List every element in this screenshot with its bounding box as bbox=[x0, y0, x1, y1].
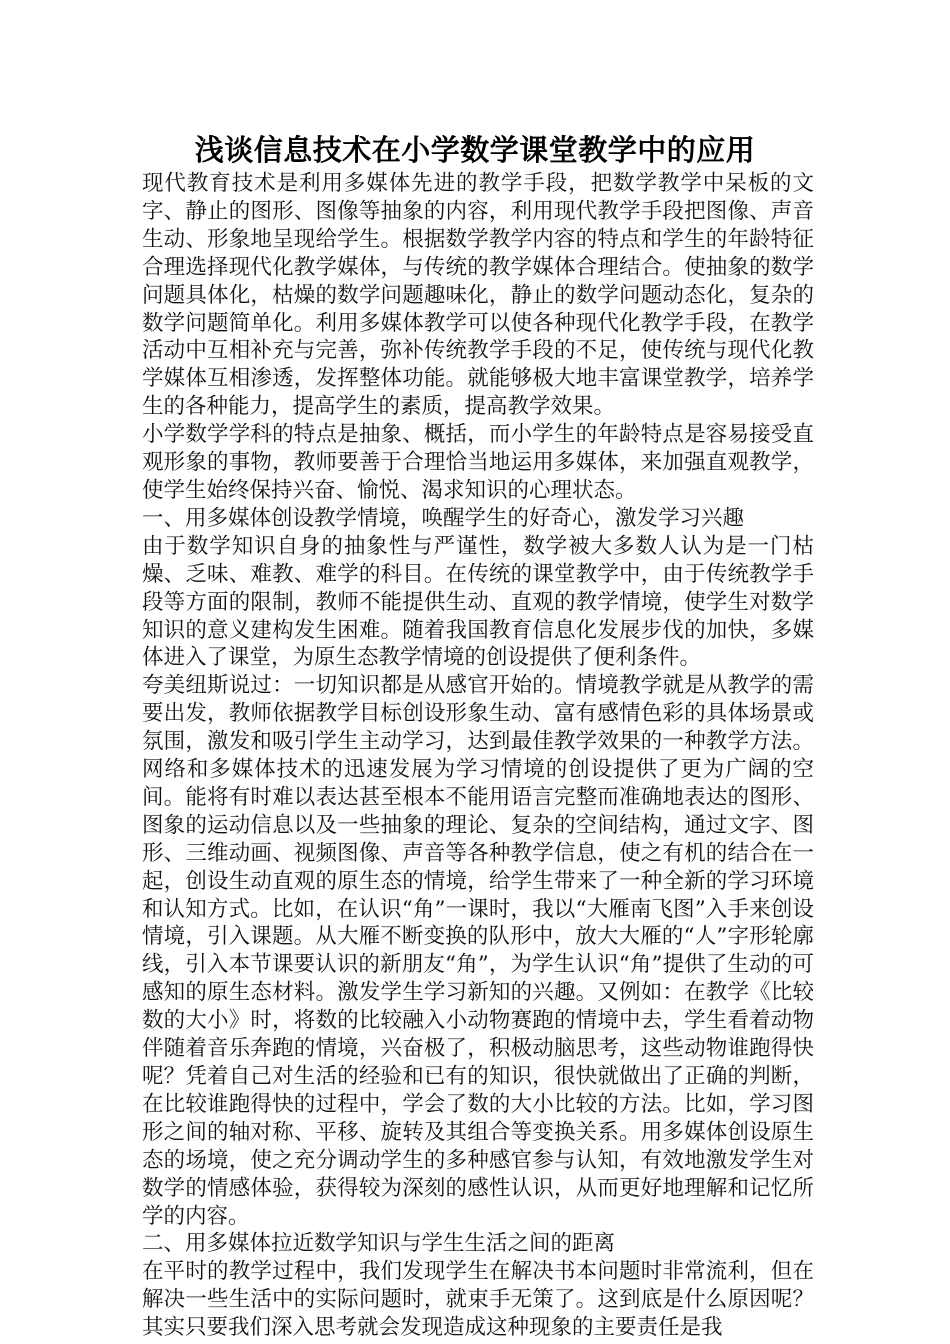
paragraph-section-2-a: 在平时的教学过程中，我们发现学生在解决书本问题时非常流利，但在解决一些生活中的实际问题时，就束手无策了。这到底是什么原因呢？其实只要我们深入思考就会发现造成这种现象的主要责任是我 bbox=[142, 1259, 814, 1341]
paragraph-section-1-b: 夸美纽斯说过：一切知识都是从感官开始的。情境教学就是从教学的需要出发，教师依据教学目标创设形象生动、富有感情色彩的具体场景或氛围，激发和吸引学生主动学习，达到最佳教学效果的一种教学方法。网络和多媒体技术的迅速发展为学习情境的创设提供了更为广阔的空间。能将有时难以表达甚至根本不能用语言完整而准确地表达的图形、图象的运动信息以及一些抽象的理论、复杂的空间结构，通过文字、图形、三维动画、视频图像、声音等各种教学信息，使之有机的结合在一起，创设生动直观的原生态的情境，给学生带来了一种全新的学习环境和认知方式。比如，在认识“角”一课时，我以“大雁南飞图”入手来创设情境，引入课题。从大雁不断变换的队形中，放大大雁的“人”字形轮廓线，引入本节课要认识的新朋友“角”，为学生认识“角”提供了生动的可感知的原生态材料。激发学生学习新知的兴趣。又例如：在教学《比较数的大小》时，将数的比较融入小动物赛跑的情境中去，学生看着动物伴随着音乐奔跑的情境，兴奋极了，积极动脑思考，这些动物谁跑得快呢？凭着自己对生活的经验和已有的知识，很快就做出了正确的判断，在比较谁跑得快的过程中，学会了数的大小比较的方法。比如，学习图形之间的轴对称、平移、旋转及其组合等变换关系。用多媒体创设原生态的场境，使之充分调动学生的多种感官参与认知，有效地激发学生对数学的情感体验，获得较为深刻的感性认识，从而更好地理解和记忆所学的内容。 bbox=[142, 673, 814, 1229]
section-heading-2: 二、用多媒体拉近数学知识与学生生活之间的距离 bbox=[142, 1231, 616, 1257]
section-heading-1: 一、用多媒体创设教学情境，唤醒学生的好奇心，激发学习兴趣 bbox=[142, 505, 745, 531]
paragraph-section-1-a: 由于数学知识自身的抽象性与严谨性，数学被大多数人认为是一门枯燥、乏味、难教、难学的科目。在传统的课堂教学中，由于传统教学手段等方面的限制，教师不能提供生动、直观的教学情境，使学生对数学知识的意义建构发生困难。随着我国教育信息化发展步伐的加快，多媒体进入了课堂，为原生态教学情境的创设提供了便利条件。 bbox=[142, 533, 814, 671]
paragraph-subject-features: 小学数学学科的特点是抽象、概括，而小学生的年龄特点是容易接受直观形象的事物，教师要善于合理恰当地运用多媒体，来加强直观教学，使学生始终保持兴奋、愉悦、渴求知识的心理状态。 bbox=[142, 422, 814, 503]
document-title: 浅谈信息技术在小学数学课堂教学中的应用 bbox=[194, 133, 756, 167]
paragraph-intro: 现代教育技术是利用多媒体先进的教学手段，把数学教学中呆板的文字、静止的图形、图像等抽象的内容，利用现代教学手段把图像、声音生动、形象地呈现给学生。根据数学教学内容的特点和学生的年龄特征合理选择现代化教学媒体，与传统的教学媒体合理结合。使抽象的数学问题具体化，枯燥的数学问题趣味化，静止的数学问题动态化，复杂的数学问题简单化。利用多媒体教学可以使各种现代化教学手段，在教学活动中互相补充与完善，弥补传统教学手段的不足，使传统与现代化教学媒体互相渗透，发挥整体功能。就能够极大地丰富课堂教学，培养学生的各种能力，提高学生的素质，提高教学效果。 bbox=[142, 171, 814, 420]
document-body bbox=[142, 170, 814, 1342]
